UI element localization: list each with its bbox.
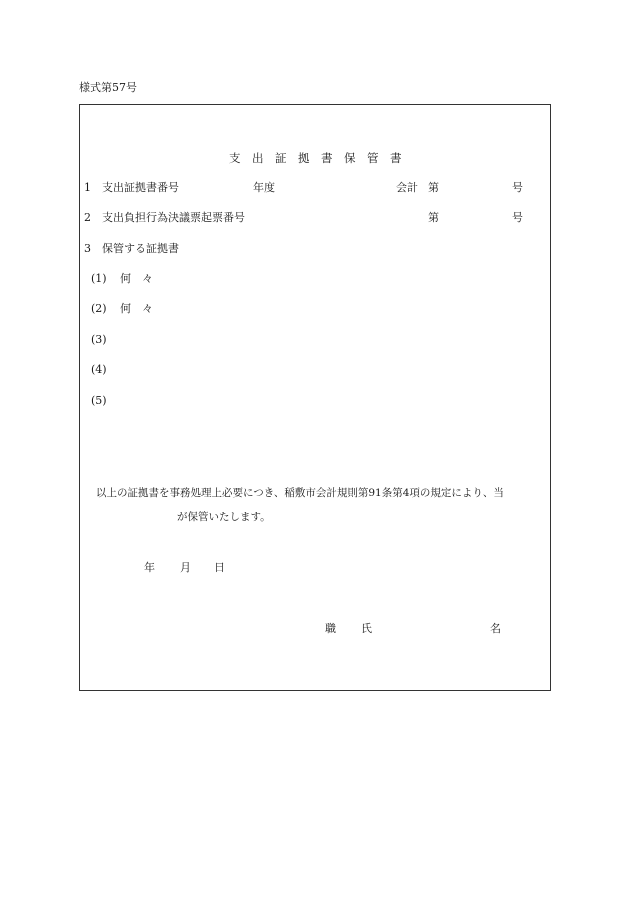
sub-item-1-text: 何 々 [120, 272, 153, 285]
item1-dai-label: 第 [428, 181, 439, 194]
date-month-label: 月 [180, 561, 191, 574]
item3-label: 保管する証拠書 [102, 242, 179, 255]
item2-dai-label: 第 [428, 211, 439, 224]
form-number: 様式第57号 [79, 81, 137, 94]
statement-line-1: 以上の証拠書を事務処理上必要につき、稲敷市会計規則第91条第4項の規定により、当 [96, 487, 504, 499]
sub-item-1-number: (1) [91, 272, 107, 285]
item1-year-label: 年度 [253, 181, 275, 194]
statement-line-2: が保管いたします。 [177, 511, 271, 523]
position-label: 職 [325, 622, 336, 635]
item2-go-label: 号 [512, 211, 523, 224]
name-suffix-label: 名 [490, 622, 501, 635]
item2-label: 支出負担行為決議票起票番号 [102, 211, 245, 224]
item2-number: 2 [84, 211, 91, 224]
sub-item-3-number: (3) [91, 333, 107, 346]
sub-item-4-number: (4) [91, 363, 107, 376]
item1-account-label: 会計 [396, 181, 418, 194]
sub-item-5-number: (5) [91, 394, 107, 407]
sub-item-2-text: 何 々 [120, 302, 153, 315]
item1-number: 1 [84, 181, 91, 194]
form-title: 支 出 証 拠 書 保 管 書 [229, 151, 402, 165]
item1-label: 支出証拠書番号 [102, 181, 179, 194]
date-day-label: 日 [214, 561, 225, 574]
date-year-label: 年 [144, 561, 155, 574]
sub-item-2-number: (2) [91, 302, 107, 315]
name-prefix-label: 氏 [361, 622, 372, 635]
item1-go-label: 号 [512, 181, 523, 194]
item3-number: 3 [84, 242, 91, 255]
